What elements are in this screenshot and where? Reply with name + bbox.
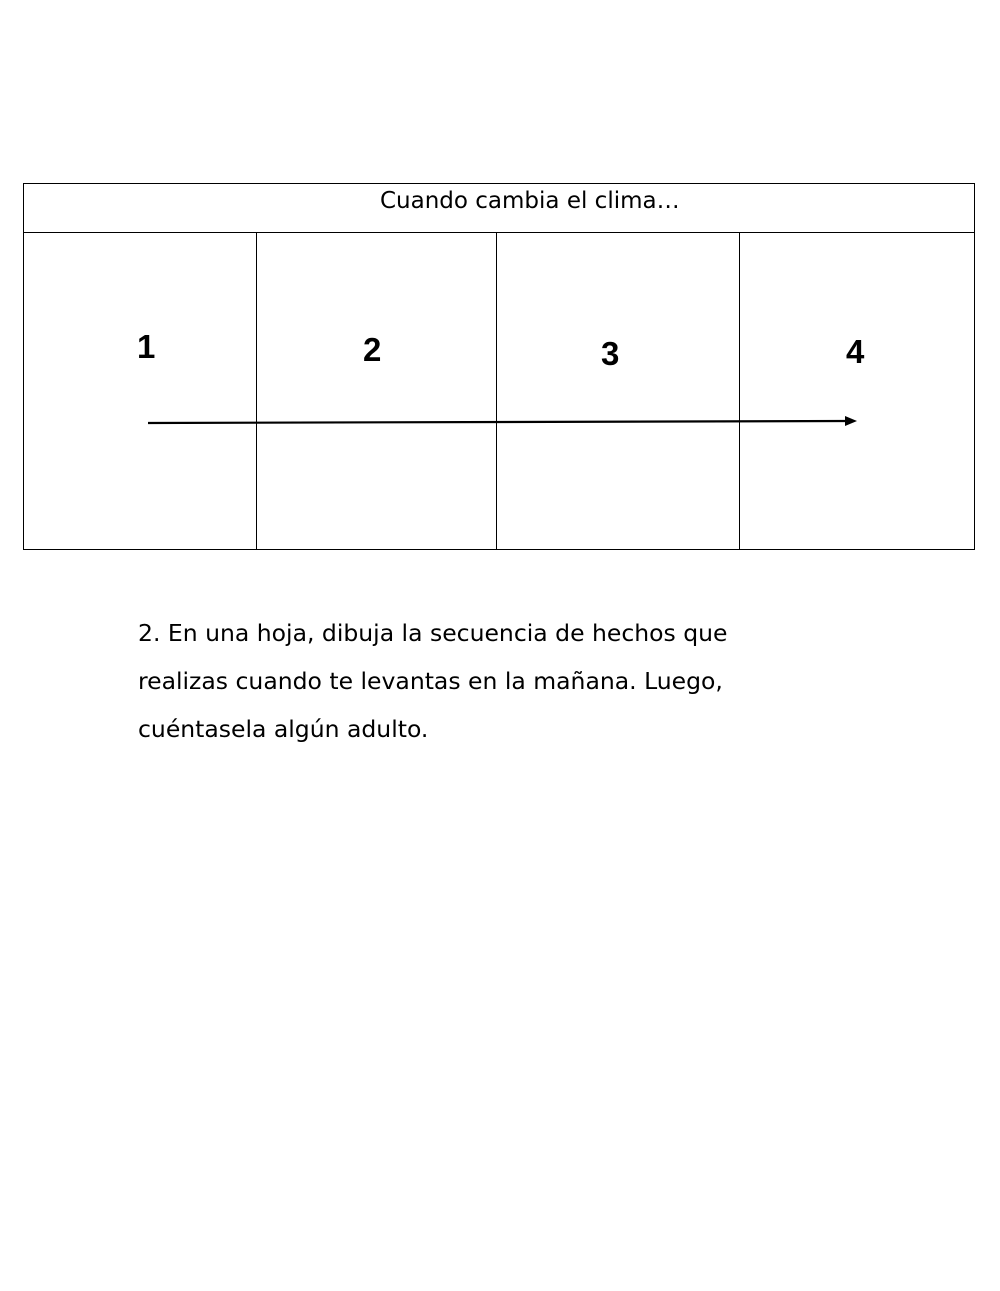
instruction-paragraph <box>138 609 838 753</box>
instruction-line-2: realizas cuando te levantas en la mañana. Luego, <box>138 667 723 695</box>
timeline-arrow-icon <box>24 184 976 551</box>
step-number-4: 4 <box>846 333 865 370</box>
step-number-1: 1 <box>137 328 156 365</box>
table-title: Cuando cambia el clima… <box>380 188 680 214</box>
instruction-line-3: cuéntasela algún adulto. <box>138 715 429 743</box>
sequence-table <box>23 183 975 550</box>
step-number-3: 3 <box>601 335 620 372</box>
step-number-2: 2 <box>363 331 382 368</box>
instruction-line-1: 2. En una hoja, dibuja la secuencia de hechos que <box>138 619 728 647</box>
